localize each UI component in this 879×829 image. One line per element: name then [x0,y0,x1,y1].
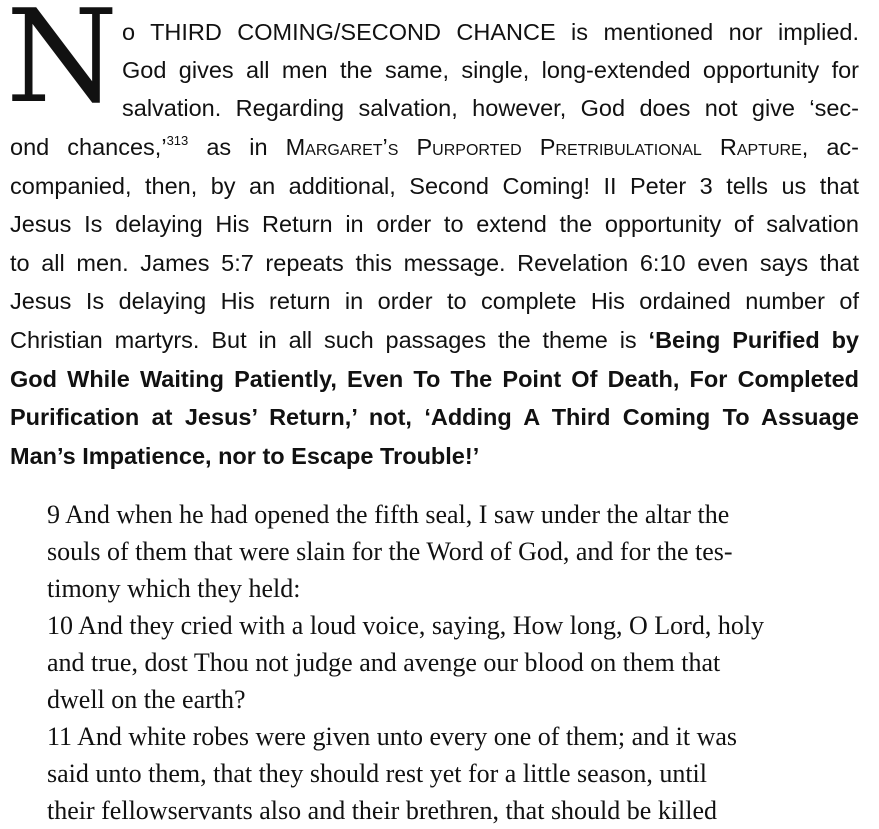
emphasis-line: Man’s Impatience, nor to Escape Trouble!’ [10,443,480,469]
commentary-line: salvation. Regarding salvation, however, God does not give ‘sec- [122,95,859,121]
verse-line: timony which they held: [47,574,301,603]
verse-line: 10 And they cried with a loud voice, saying, How long, O Lord, holy [47,611,765,640]
commentary-text: ac- [826,134,860,160]
commentary-line: God gives all men the same, single, long-extended opportunity for [122,57,859,83]
commentary-text: ond chances,’ [10,134,167,160]
commentary-text: as in [206,134,268,160]
commentary-line: o THIRD COMING/SECOND CHANCE is mentioned nor implied. [122,19,859,45]
book-title: Margaret’s Purported Pretribulational Rapture, [285,134,809,160]
verse-line: and true, dost Thou not judge and avenge our blood on them that [47,648,721,677]
verse-line: souls of them that were slain for the Word of God, and for the tes- [47,537,733,566]
emphasis-line: God While Waiting Patiently, Even To The Point Of Death, For Completed [10,366,859,392]
commentary-text: Christian martyrs. But in all such passages the theme is [10,327,637,353]
commentary-line [10,128,859,166]
emphasis-text: ‘Being Purified by [648,327,859,353]
commentary-line: Jesus Is delaying His Return in order to extend the opportunity of salvation [10,211,859,237]
emphasis-line: Purification at Jesus’ Return,’ not, ‘Adding A Third Coming To Assuage [10,404,859,430]
commentary-line: companied, then, by an additional, Second Coming! II Peter 3 tells us that [10,173,859,199]
drop-cap: N [6,0,118,132]
verse-line: 9 And when he had opened the fifth seal, I saw under the altar the [47,500,730,529]
commentary-line: to all men. James 5:7 repeats this message. Revelation 6:10 even says that [10,250,859,276]
verse-line: dwell on the earth? [47,685,246,714]
footnote-ref: 313 [166,133,189,148]
verse-line: 11 And white robes were given unto every one of them; and it was [47,722,738,751]
verse-line: their fellowservants also and their brethren, that should be killed [47,796,718,825]
verse-line: said unto them, that they should rest yet for a little season, until [47,759,707,788]
commentary-line: Jesus Is delaying His return in order to complete His ordained number of [10,288,859,314]
commentary-line [10,321,859,359]
